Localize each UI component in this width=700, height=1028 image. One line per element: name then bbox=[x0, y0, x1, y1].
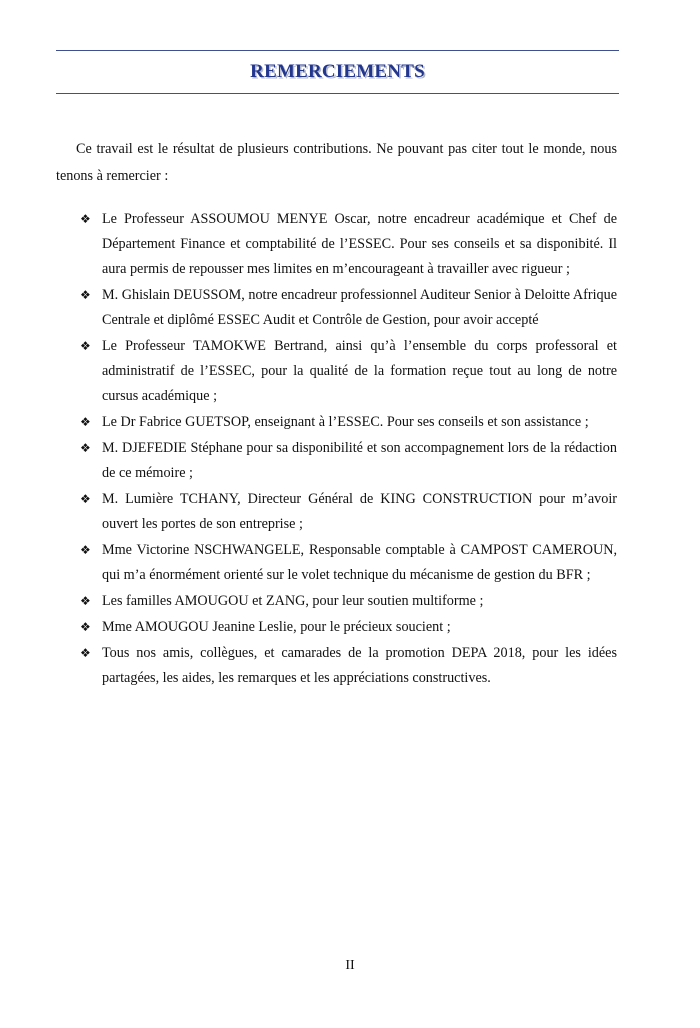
list-item bbox=[56, 589, 617, 614]
acknowledgement-text: M. DJEFEDIE Stéphane pour sa disponibilité et son accompagnement lors de la rédaction de ce mémoire ; bbox=[102, 440, 617, 481]
diamond-bullet-icon: ❖ bbox=[80, 415, 91, 429]
diamond-bullet-icon: ❖ bbox=[80, 212, 91, 226]
acknowledgement-text: Le Dr Fabrice GUETSOP, enseignant à l’ESSEC. Pour ses conseils et son assistance ; bbox=[102, 414, 589, 430]
acknowledgement-text: Tous nos amis, collègues, et camarades de la promotion DEPA 2018, pour les idées partagées, les aides, les remarques et les appréciations constructives. bbox=[102, 645, 617, 686]
diamond-bullet-icon: ❖ bbox=[80, 594, 91, 608]
diamond-bullet-icon: ❖ bbox=[80, 543, 91, 557]
intro-paragraph: Ce travail est le résultat de plusieurs contributions. Ne pouvant pas citer tout le monde, nous tenons à remercier : bbox=[56, 141, 617, 184]
title-rule-bottom bbox=[56, 93, 619, 94]
diamond-bullet-icon: ❖ bbox=[80, 620, 91, 634]
list-item bbox=[56, 615, 617, 640]
page-title: REMERCIEMENTS bbox=[250, 61, 425, 82]
list-item bbox=[56, 641, 617, 691]
list-item bbox=[56, 538, 617, 588]
acknowledgement-text: Mme AMOUGOU Jeanine Leslie, pour le précieux soucient ; bbox=[102, 619, 451, 635]
acknowledgement-text: Mme Victorine NSCHWANGELE, Responsable comptable à CAMPOST CAMEROUN, qui m’a énormément orienté sur le volet technique du mécanisme de gestion du BFR ; bbox=[102, 542, 617, 583]
diamond-bullet-icon: ❖ bbox=[80, 492, 91, 506]
diamond-bullet-icon: ❖ bbox=[80, 339, 91, 353]
diamond-bullet-icon: ❖ bbox=[80, 288, 91, 302]
list-item bbox=[56, 436, 617, 486]
acknowledgement-text: Le Professeur TAMOKWE Bertrand, ainsi qu’à l’ensemble du corps professoral et administratif de l’ESSEC, pour la qualité de la formation reçue tout au long de notre cursus académique ; bbox=[102, 338, 617, 404]
list-item bbox=[56, 487, 617, 537]
page-number: II bbox=[345, 958, 355, 973]
acknowledgement-list bbox=[56, 207, 617, 692]
list-item bbox=[56, 283, 617, 333]
list-item bbox=[56, 410, 617, 435]
acknowledgement-text: Les familles AMOUGOU et ZANG, pour leur soutien multiforme ; bbox=[102, 593, 484, 609]
acknowledgement-text: M. Ghislain DEUSSOM, notre encadreur professionnel Auditeur Senior à Deloitte Afrique Centrale et diplômé ESSEC Audit et Contrôle de Gestion, pour avoir accepté bbox=[102, 287, 617, 328]
list-item bbox=[56, 334, 617, 409]
title-rule-top bbox=[56, 50, 619, 51]
diamond-bullet-icon: ❖ bbox=[80, 441, 91, 455]
diamond-bullet-icon: ❖ bbox=[80, 646, 91, 660]
acknowledgement-text: Le Professeur ASSOUMOU MENYE Oscar, notre encadreur académique et Chef de Département Finance et comptabilité de l’ESSEC. Pour ses conseils et sa disponibité. Il aura permis de repousser mes limites en m’encourageant à travailler avec rigueur ; bbox=[102, 211, 617, 277]
list-item bbox=[56, 207, 617, 282]
acknowledgement-text: M. Lumière TCHANY, Directeur Général de KING CONSTRUCTION pour m’avoir ouvert les portes de son entreprise ; bbox=[102, 491, 617, 532]
